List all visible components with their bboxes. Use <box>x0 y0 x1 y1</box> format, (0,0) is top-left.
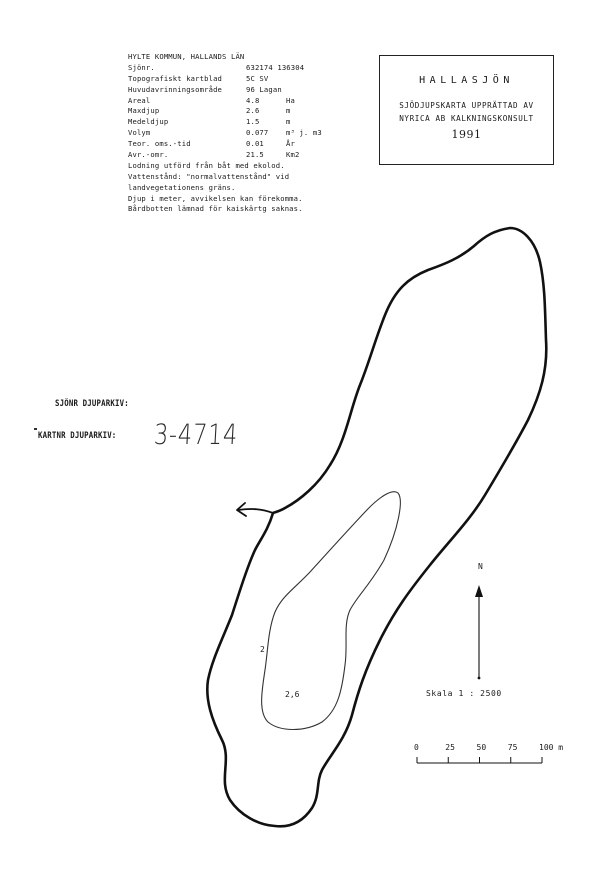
stat-label: Sjönr. <box>128 62 155 72</box>
stat-unit: m <box>286 117 291 127</box>
scale-tick-label: 25 <box>445 743 455 752</box>
stat-label: Volym <box>128 128 151 138</box>
stat-label: Areal <box>128 95 151 105</box>
stat-value: 1.5 <box>246 117 260 127</box>
scale-tick-label: 0 <box>414 743 419 752</box>
lake-name: HALLASJÖN <box>419 75 514 86</box>
stat-unit: År <box>286 139 295 149</box>
stat-label: Maxdjup <box>128 106 160 116</box>
stat-label: Medeldjup <box>128 117 169 127</box>
stat-label: Topografiskt kartblad <box>128 73 223 83</box>
scale-ratio: Skala 1 : 2500 <box>426 689 502 698</box>
shoreline <box>207 228 546 826</box>
north-arrow-base <box>478 677 481 680</box>
stat-unit: m³ j. m3 <box>286 128 322 138</box>
scale-bar <box>417 757 542 763</box>
survey-note: landvegetationens gräns. <box>128 182 236 192</box>
stat-value: 632174 136304 <box>246 62 305 72</box>
depth-contour-2m <box>262 492 401 730</box>
north-arrow-icon <box>475 585 483 597</box>
stat-value: 2.6 <box>246 106 260 116</box>
kartnr-handwritten-value: 3-4714 <box>153 418 240 451</box>
scale-tick-label: 100 m <box>539 743 564 752</box>
subtitle-line-1: SJÖDJUPSKARTA UPPRÄTTAD AV <box>399 101 534 110</box>
stat-value: 96 Lagan <box>246 84 282 94</box>
stat-value: 0.01 <box>246 139 264 149</box>
depth-label-max: 2,6 <box>285 690 300 699</box>
stat-unit: Ha <box>286 95 295 105</box>
stat-label: Avr.-omr. <box>128 150 169 160</box>
subtitle-line-2: NYRICA AB KALKNINGSKONSULT <box>399 114 534 123</box>
stat-unit: m <box>286 106 291 116</box>
stat-value: 5C SV <box>246 73 269 83</box>
sjonr-archive-label: SJÖNR DJUPARKIV: <box>55 398 129 408</box>
survey-note: Djup i meter, avvikelsen kan förekomma. <box>128 193 303 203</box>
stat-value: 4.8 <box>246 95 260 105</box>
stat-value: 21.5 <box>246 150 264 160</box>
kartnr-archive-label: KARTNR DJUPARKIV: <box>38 430 117 440</box>
scale-tick-label: 50 <box>476 743 487 752</box>
depth-label-2: 2 <box>260 645 265 654</box>
survey-note: Vattenstånd: "normalvattenstånd" vid <box>128 171 290 181</box>
stat-label: Huvudavrinningsområde <box>128 84 223 94</box>
stat-unit: Km2 <box>286 150 300 160</box>
north-label: N <box>478 562 483 571</box>
survey-note: Bårdbotten lämnad för kaiskärtg saknas. <box>128 204 303 214</box>
municipality-text: HYLTE KOMMUN, HALLANDS LÄN <box>128 52 245 61</box>
survey-note: Lodning utförd från båt med ekolod. <box>128 160 285 170</box>
survey-year: 1991 <box>451 128 482 141</box>
stat-label: Teor. oms.-tid <box>128 139 191 149</box>
scale-tick-label: 75 <box>507 743 518 752</box>
stat-value: 0.077 <box>246 128 269 138</box>
inlet-stream <box>238 509 273 513</box>
